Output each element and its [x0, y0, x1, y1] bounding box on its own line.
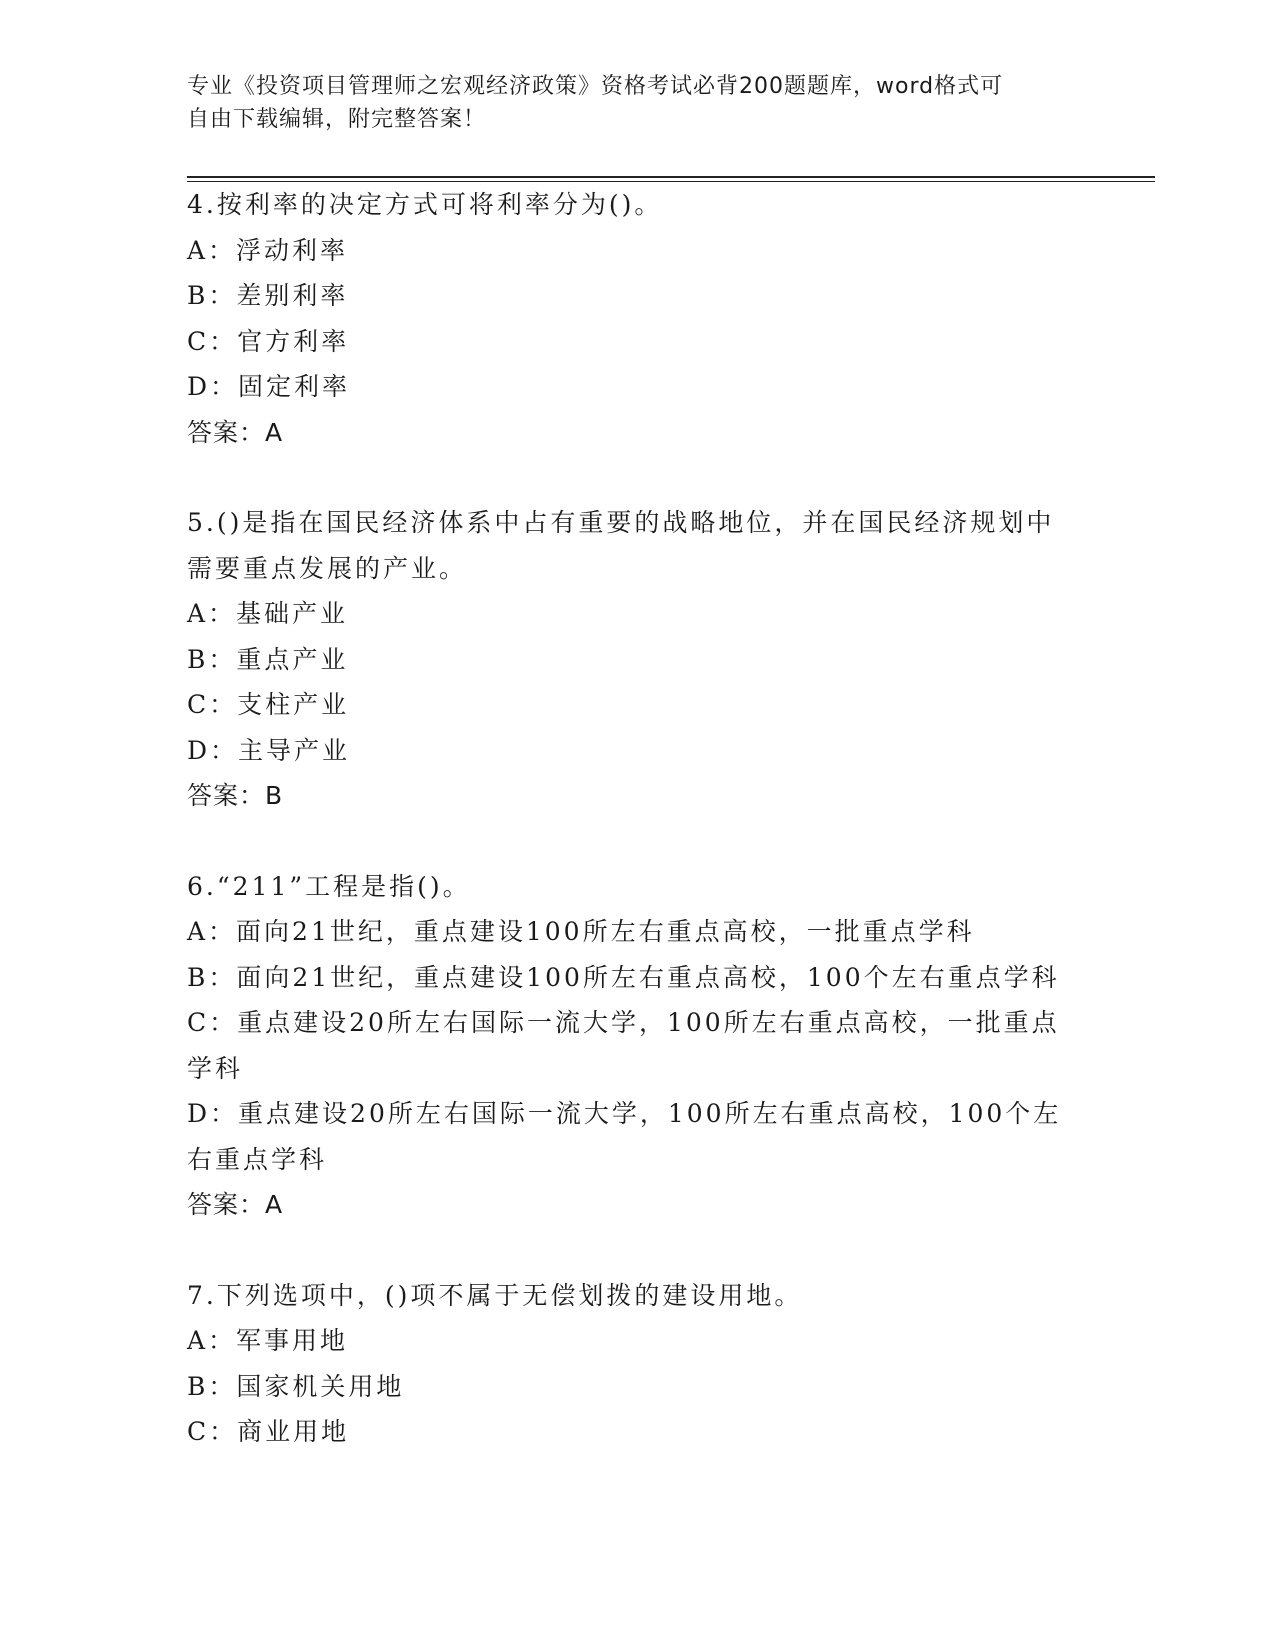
option-c: C：商业用地: [187, 1417, 350, 1446]
document-page: [187, 70, 1147, 1446]
option-c: C：重点建设20所左右国际一流大学，100所左右重点高校，一批重点学科: [187, 1008, 1060, 1083]
option-a: A：基础产业: [187, 599, 349, 628]
option-c: C：支柱产业: [187, 690, 350, 719]
answer-text: 答案：A: [187, 417, 284, 447]
option-b: B：差别利率: [187, 281, 349, 310]
question-6: [187, 864, 1087, 1228]
option-d: D：重点建设20所左右国际一流大学，100所左右重点高校，100个左右重点学科: [187, 1099, 1062, 1174]
option-d: D：固定利率: [187, 372, 351, 401]
question-stem: 4.按利率的决定方式可将利率分为()。: [187, 190, 663, 219]
question-stem: 7.下列选项中，()项不属于无偿划拨的建设用地。: [187, 1280, 803, 1310]
option-d: D：主导产业: [187, 735, 351, 765]
question-5: [187, 500, 1087, 819]
option-b: B：国家机关用地: [187, 1371, 405, 1401]
question-list: [187, 182, 1087, 1500]
document-header: [187, 70, 1067, 136]
header-line-2: 自由下载编辑，附完整答案！: [187, 107, 487, 132]
question-stem: 6.“211”工程是指()。: [187, 871, 471, 901]
question-7: [187, 1273, 1087, 1455]
answer-text: 答案：B: [187, 781, 284, 810]
option-a: A：面向21世纪，重点建设100所左右重点高校，一批重点学科: [187, 917, 975, 946]
option-b: B：面向21世纪，重点建设100所左右重点高校，100个左右重点学科: [187, 962, 1060, 992]
option-a: A：浮动利率: [187, 235, 349, 265]
answer-text: 答案：A: [187, 1190, 284, 1219]
option-c: C：官方利率: [187, 326, 350, 356]
option-a: A：军事用地: [187, 1326, 349, 1355]
question-stem: 5.()是指在国民经济体系中占有重要的战略地位，并在国民经济规划中需要重点发展的产业。: [187, 508, 1055, 583]
option-b: B：重点产业: [187, 644, 349, 674]
question-4: [187, 182, 1087, 455]
header-line-1: 专业《投资项目管理师之宏观经济政策》资格考试必背200题题库，word格式可: [187, 74, 1004, 99]
